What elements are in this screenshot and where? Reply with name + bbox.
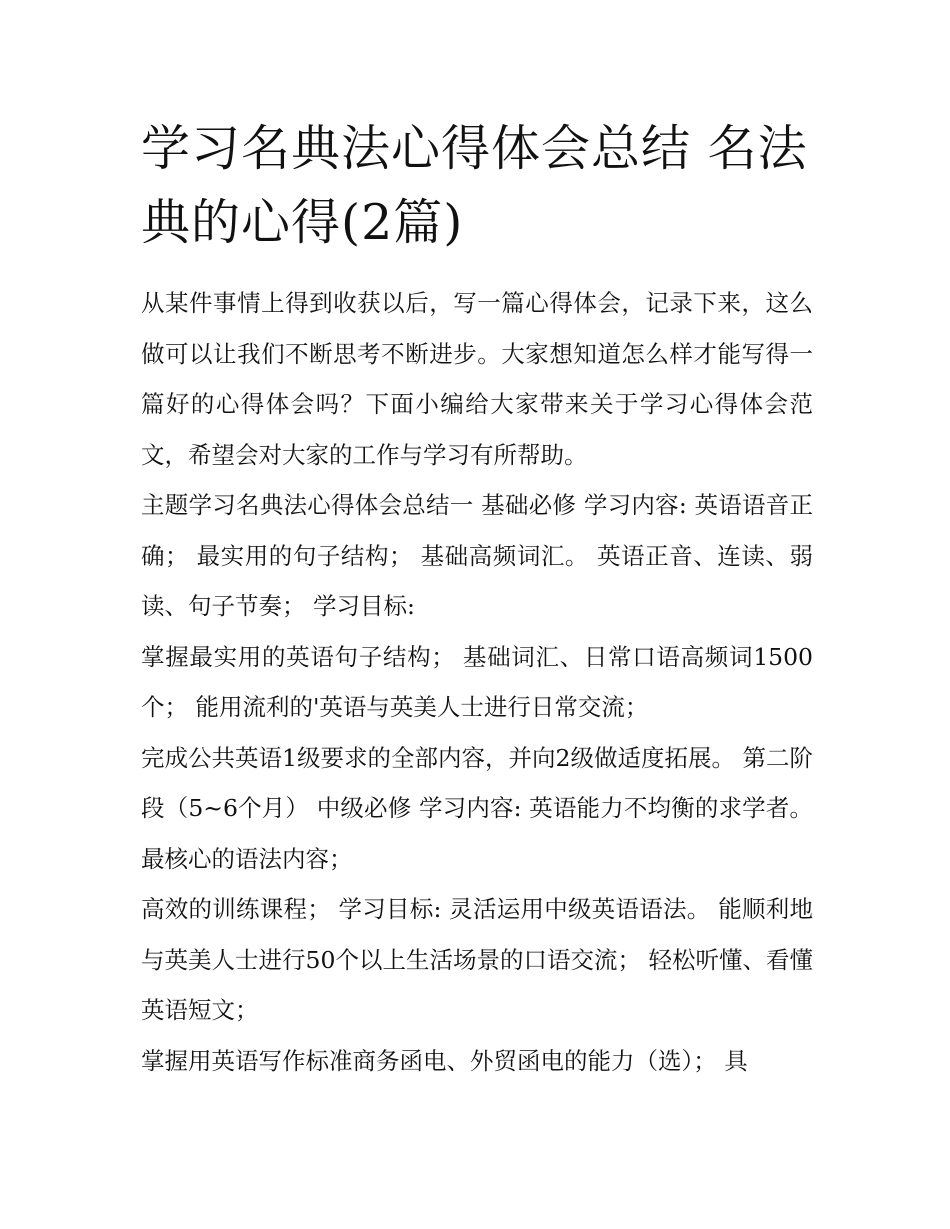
paragraph-goals: 掌握最实用的英语句子结构； 基础词汇、日常口语高频词1500个； 能用流利的'英语与英美人士进行日常交流； [141,642,813,721]
paragraph-writing: 掌握用英语写作标准商务函电、外贸函电的能力（选）； 具 [141,1046,748,1075]
paragraph-intro: 从某件事情上得到收获以后，写一篇心得体会，记录下来，这么做可以让我们不断思考不断进步。大家想知道怎么样才能写得一篇好的心得体会吗？下面小编给大家带来关于学习心得体会范文，希望会对大家的工作与学习有所帮助。 [141,289,813,469]
document-title: 学习名典法心得体会总结 名法典的心得(2篇) [141,120,808,251]
paragraph-training: 高效的训练课程； 学习目标: 灵活运用中级英语语法。 能顺利地与英美人士进行50个以上生活场景的口语交流； 轻松听懂、看懂英语短文； [141,895,813,1024]
document-body [141,112,813,1086]
paragraph-section-one: 主题学习名典法心得体会总结一 基础必修 学习内容: 英语语音正确； 最实用的句子结构； 基础高频词汇。 英语正音、连读、弱读、句子节奏； 学习目标: [141,491,813,620]
paragraph-stage-two: 完成公共英语1级要求的全部内容，并向2级做适度拓展。 第二阶段（5~6个月） 中级必修 学习内容: 英语能力不均衡的求学者。 最核心的语法内容； [141,743,813,873]
